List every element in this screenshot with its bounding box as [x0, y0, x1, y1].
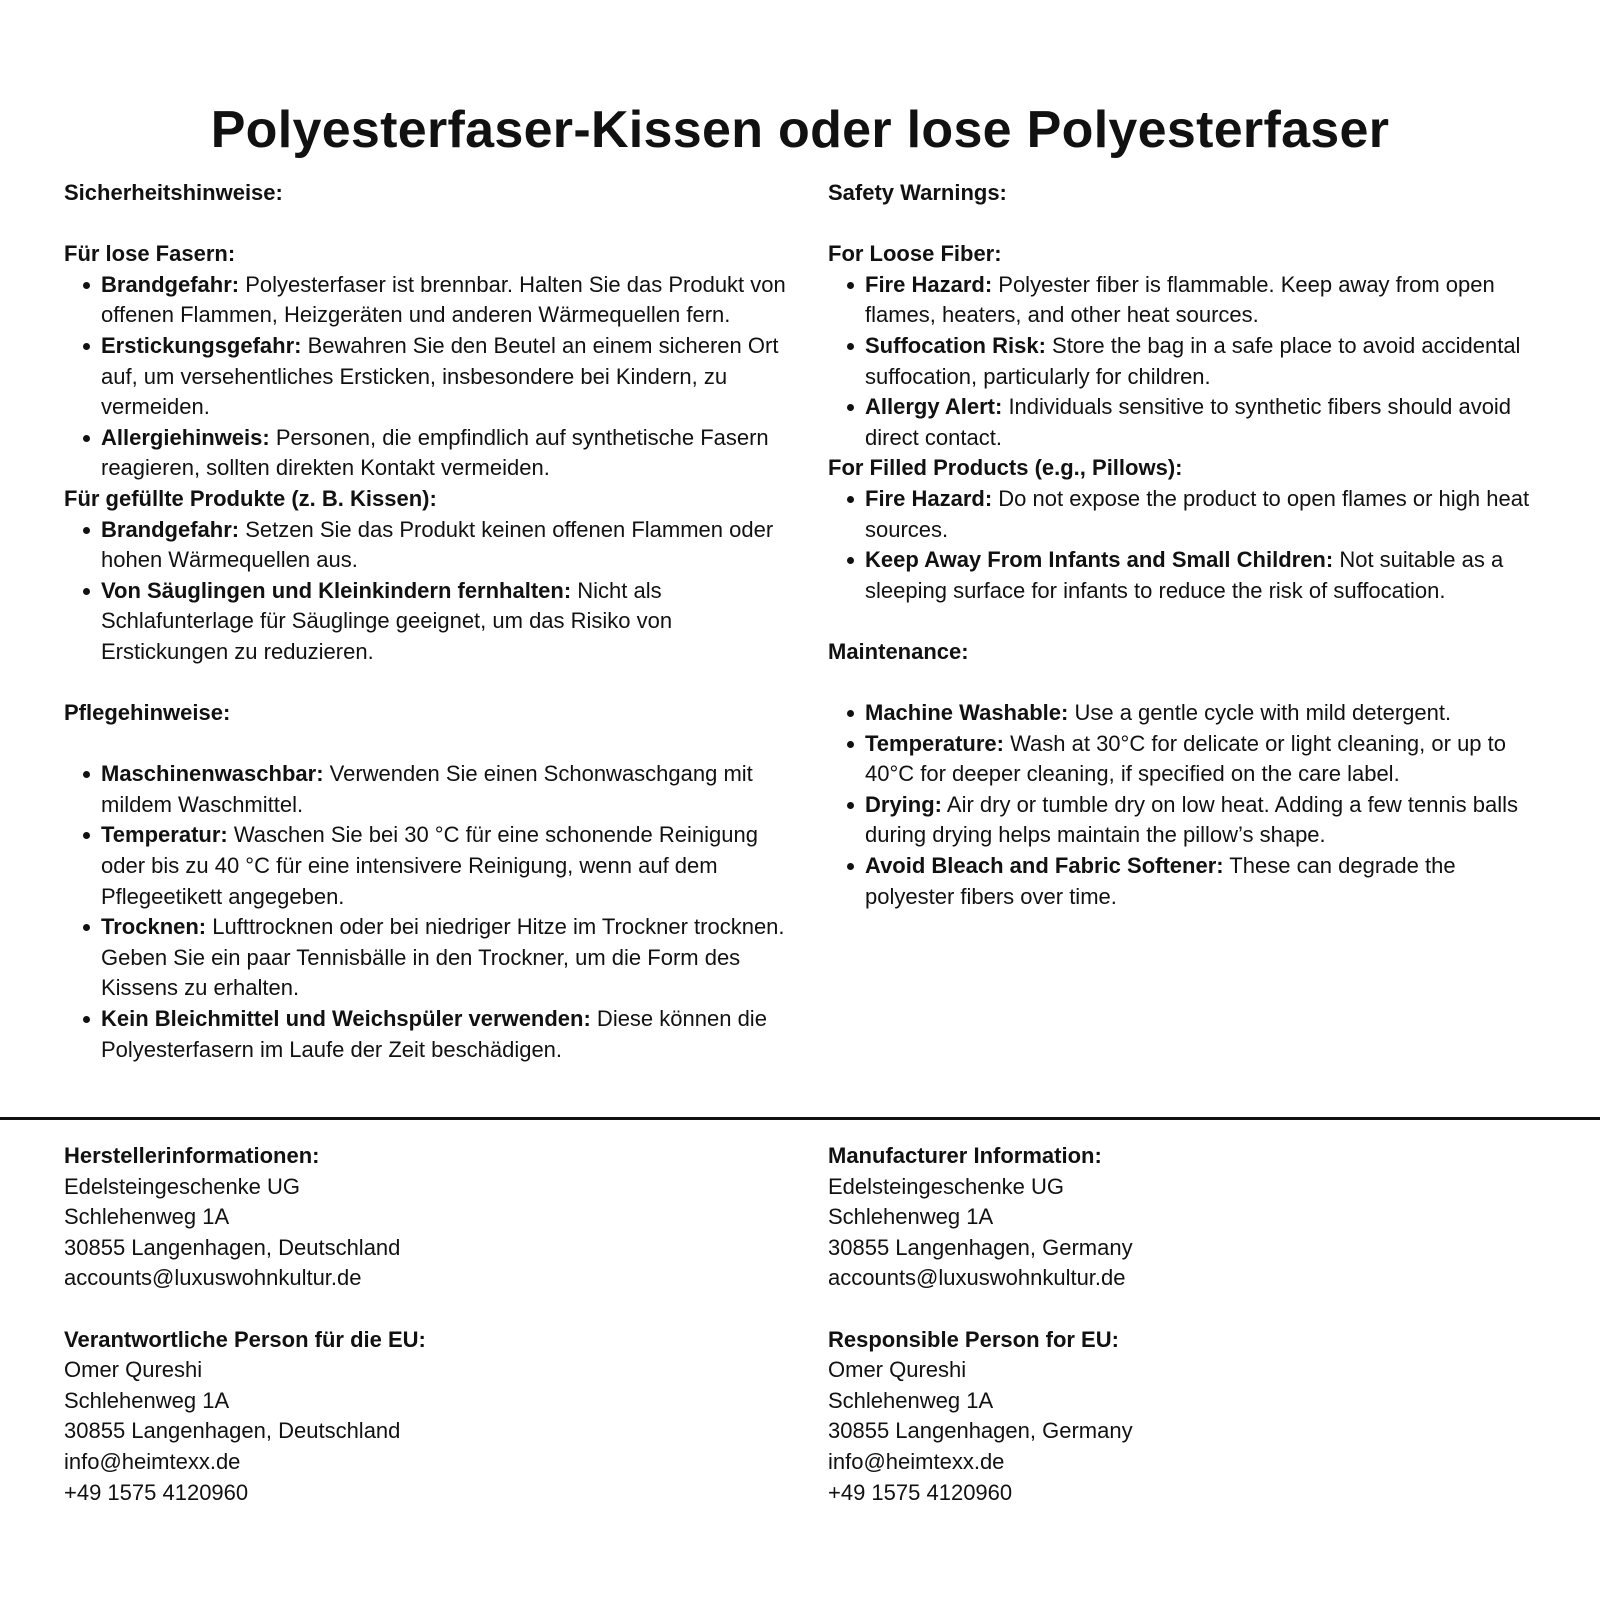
manufacturer-line: 30855 Langenhagen, Deutschland: [64, 1234, 401, 1260]
manufacturer-email: accounts@luxuswohnkultur.de: [828, 1265, 1126, 1291]
filled-products-heading: For Filled Products (e.g., Pillows):: [828, 455, 1183, 481]
care-list: [64, 759, 804, 1065]
english-instructions: [828, 178, 1538, 912]
list-item: Brandgefahr: Setzen Sie das Produkt keinen offenen Flammen oder hohen Wärmequellen aus.: [101, 515, 804, 576]
manufacturer-heading: Manufacturer Information:: [828, 1143, 1102, 1168]
list-item: Brandgefahr: Polyesterfaser ist brennbar. Halten Sie das Produkt von offenen Flammen, Heizgeräten und anderen Wärmequellen fern.: [101, 270, 804, 331]
list-item: Drying: Air dry or tumble dry on low heat. Adding a few tennis balls during drying helps maintain the pillow’s shape.: [865, 790, 1538, 851]
english-contact-info: [828, 1141, 1528, 1508]
responsible-phone: +49 1575 4120960: [64, 1479, 249, 1505]
responsible-phone: +49 1575 4120960: [828, 1479, 1013, 1505]
care-heading: Maintenance:: [828, 638, 969, 664]
loose-fiber-heading: For Loose Fiber:: [828, 241, 1002, 267]
responsible-line: Omer Qureshi: [828, 1357, 967, 1383]
safety-heading: Sicherheitshinweise:: [64, 180, 283, 205]
list-item: Maschinenwaschbar: Verwenden Sie einen Schonwaschgang mit mildem Waschmittel.: [101, 759, 804, 820]
list-item: Avoid Bleach and Fabric Softener: These can degrade the polyester fibers over time.: [865, 851, 1538, 912]
manufacturer-heading: Herstellerinformationen:: [64, 1143, 320, 1168]
list-item: Allergiehinweis: Personen, die empfindlich auf synthetische Fasern reagieren, sollten direkten Kontakt vermeiden.: [101, 423, 804, 484]
loose-fiber-list: [828, 270, 1538, 454]
list-item: Temperature: Wash at 30°C for delicate or light cleaning, or up to 40°C for deeper cleaning, if specified on the care label.: [865, 729, 1538, 790]
responsible-person-heading: Responsible Person for EU:: [828, 1326, 1119, 1352]
loose-fiber-heading: Für lose Fasern:: [64, 241, 236, 267]
loose-fiber-list: [64, 270, 804, 484]
list-item: Fire Hazard: Polyester fiber is flammable. Keep away from open flames, heaters, and other heat sources.: [865, 270, 1538, 331]
list-item: Von Säuglingen und Kleinkindern fernhalten: Nicht als Schlafunterlage für Säuglinge geeignet, um das Risiko von Erstickungen zu reduzieren.: [101, 576, 804, 668]
list-item: Keep Away From Infants and Small Children: Not suitable as a sleeping surface for infants to reduce the risk of suffocation.: [865, 545, 1538, 606]
responsible-email: info@heimtexx.de: [828, 1448, 1005, 1474]
responsible-line: 30855 Langenhagen, Germany: [828, 1418, 1133, 1444]
german-contact-info: [64, 1141, 764, 1508]
care-heading: Pflegehinweise:: [64, 700, 231, 726]
section-divider: [0, 1117, 1600, 1120]
manufacturer-line: Schlehenweg 1A: [64, 1204, 230, 1230]
filled-products-list: [64, 515, 804, 668]
list-item: Temperatur: Waschen Sie bei 30 °C für eine schonende Reinigung oder bis zu 40 °C für eine intensivere Reinigung, wenn auf dem Pflegeetikett angegeben.: [101, 820, 804, 912]
manufacturer-line: 30855 Langenhagen, Germany: [828, 1234, 1133, 1260]
safety-heading: Safety Warnings:: [828, 180, 1007, 205]
filled-products-heading: Für gefüllte Produkte (z. B. Kissen):: [64, 485, 437, 511]
list-item: Kein Bleichmittel und Weichspüler verwenden: Diese können die Polyesterfasern im Laufe der Zeit beschädigen.: [101, 1004, 804, 1065]
list-item: Machine Washable: Use a gentle cycle with mild detergent.: [865, 698, 1538, 729]
list-item: Allergy Alert: Individuals sensitive to synthetic fibers should avoid direct contact.: [865, 392, 1538, 453]
manufacturer-line: Edelsteingeschenke UG: [64, 1173, 301, 1199]
list-item: Fire Hazard: Do not expose the product to open flames or high heat sources.: [865, 484, 1538, 545]
page-title: Polyesterfaser-Kissen oder lose Polyesterfaser: [210, 101, 1390, 159]
care-list: [828, 698, 1538, 912]
responsible-line: Schlehenweg 1A: [828, 1387, 994, 1413]
manufacturer-line: Edelsteingeschenke UG: [828, 1173, 1065, 1199]
manufacturer-email: accounts@luxuswohnkultur.de: [64, 1265, 362, 1291]
list-item: Erstickungsgefahr: Bewahren Sie den Beutel an einem sicheren Ort auf, um versehentliches Ersticken, insbesondere bei Kindern, zu vermeiden.: [101, 331, 804, 423]
manufacturer-line: Schlehenweg 1A: [828, 1204, 994, 1230]
list-item: Trocknen: Lufttrocknen oder bei niedriger Hitze im Trockner trocknen. Geben Sie ein paar Tennisbälle in den Trockner, um die Form des Kissens zu erhalten.: [101, 912, 804, 1004]
responsible-line: 30855 Langenhagen, Deutschland: [64, 1418, 401, 1444]
responsible-email: info@heimtexx.de: [64, 1448, 241, 1474]
filled-products-list: [828, 484, 1538, 606]
responsible-line: Schlehenweg 1A: [64, 1387, 230, 1413]
german-instructions: [64, 178, 804, 1065]
responsible-person-heading: Verantwortliche Person für die EU:: [64, 1326, 426, 1352]
responsible-line: Omer Qureshi: [64, 1357, 203, 1383]
list-item: Suffocation Risk: Store the bag in a safe place to avoid accidental suffocation, particularly for children.: [865, 331, 1538, 392]
